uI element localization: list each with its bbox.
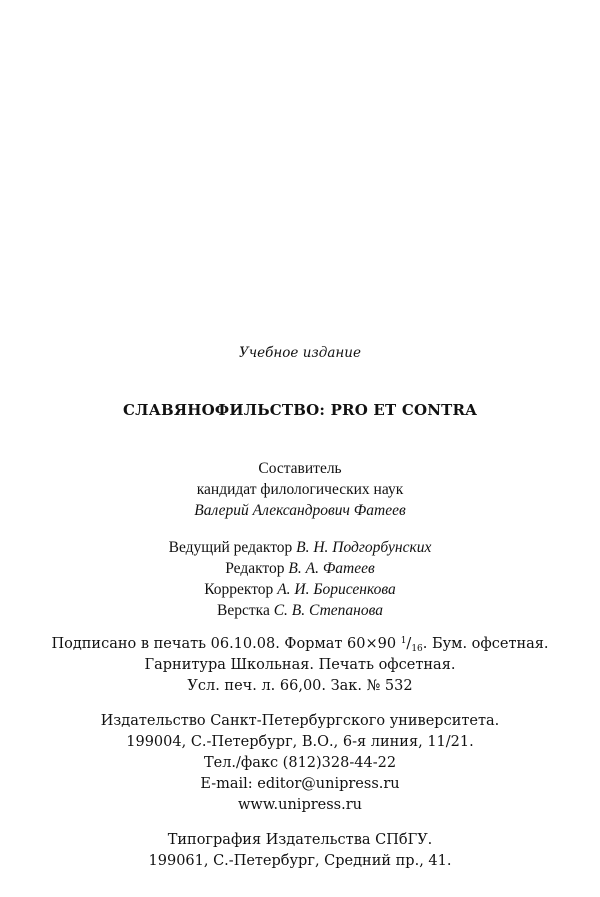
publisher-name: Издательство Санкт-Петербургского университета. bbox=[100, 713, 500, 729]
staff-name: А. И. Борисенкова bbox=[277, 581, 396, 598]
staff-line-proofreader bbox=[0, 582, 600, 598]
print-info-line2: Гарнитура Школьная. Печать офсетная. bbox=[144, 657, 456, 673]
format-fraction-numerator: 1 bbox=[400, 636, 407, 646]
staff-line-lead-editor bbox=[0, 540, 600, 556]
format-fraction-denominator: 16 bbox=[411, 644, 423, 654]
print-info-line1: Подписано в печать 06.10.08. Формат 60×90 $^1/_{16}$. Бум. офсетная. bbox=[51, 636, 549, 654]
edition-type: Учебное издание bbox=[239, 345, 361, 361]
staff-line-layout bbox=[0, 603, 600, 619]
staff-role: Ведущий редактор bbox=[168, 539, 293, 556]
book-title: СЛАВЯНОФИЛЬСТВО: PRO ET CONTRA bbox=[122, 401, 478, 419]
staff-name: С. В. Степанова bbox=[273, 602, 383, 619]
staff-role: Корректор bbox=[204, 581, 274, 598]
printing-house-name: Типография Издательства СПбГУ. bbox=[167, 832, 433, 848]
staff-name: В. Н. Подгорбунских bbox=[296, 539, 432, 556]
print-info-text: Подписано в печать 06.10.08. Формат 60×90 bbox=[51, 636, 401, 652]
staff-role: Верстка bbox=[217, 602, 270, 619]
staff-role: Редактор bbox=[225, 560, 285, 577]
publisher-website: www.unipress.ru bbox=[238, 797, 362, 813]
compiler-label: Составитель bbox=[258, 460, 342, 477]
compiler-name: Валерий Александрович Фатеев bbox=[194, 502, 406, 519]
printing-house-address: 199061, С.-Петербург, Средний пр., 41. bbox=[148, 853, 452, 869]
staff-line-editor bbox=[0, 561, 600, 577]
compiler-degree: кандидат филологических наук bbox=[196, 481, 404, 498]
staff-name: В. А. Фатеев bbox=[288, 560, 375, 577]
print-info-line3: Усл. печ. л. 66,00. Зак. № 532 bbox=[187, 678, 413, 694]
publisher-phone: Тел./факс (812)328-44-22 bbox=[203, 755, 397, 771]
publisher-email: E-mail: editor@unipress.ru bbox=[200, 776, 400, 792]
publisher-address: 199004, С.-Петербург, В.О., 6-я линия, 11/21. bbox=[126, 734, 474, 750]
print-info-text: . Бум. офсетная. bbox=[422, 636, 549, 652]
